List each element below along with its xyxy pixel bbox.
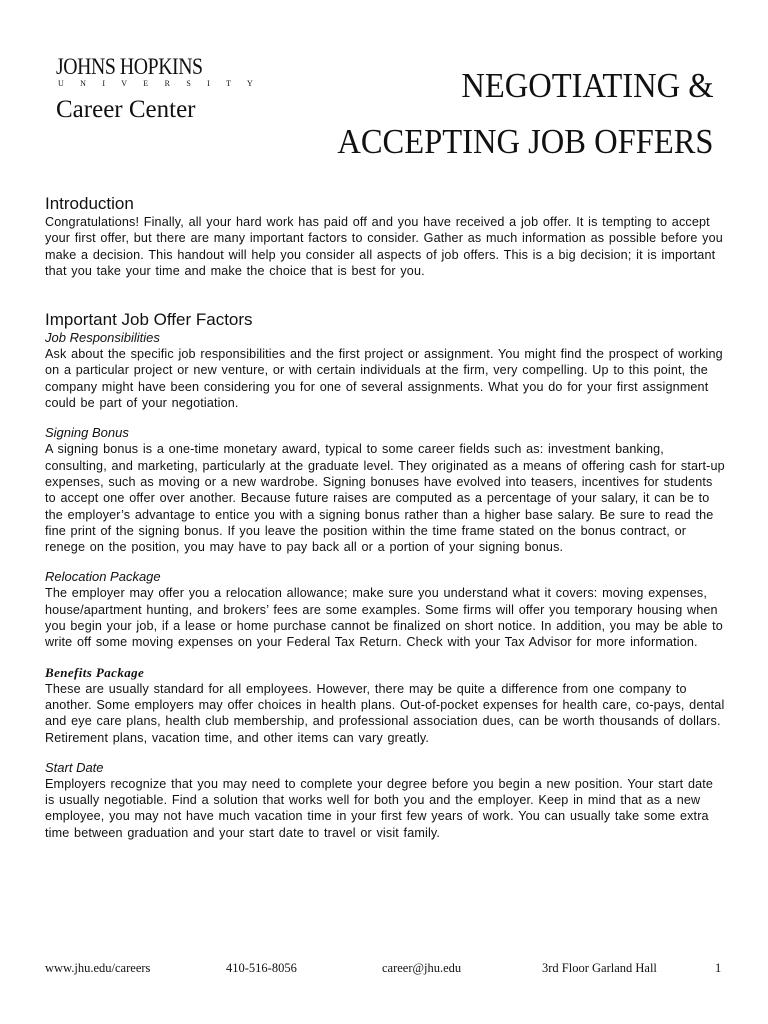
job-responsibilities-text: Ask about the specific job responsibilities and the first project or assignment. You might find the prospect of working on a particular project or new venture, or with certain individuals at the firm, very compelling. Up to this point, the company might have been considering you for one of several assignments. What you do for your first assignment could be part of your negotiation. xyxy=(45,347,723,411)
page-footer xyxy=(45,961,725,977)
signing-bonus-title: Signing Bonus xyxy=(45,425,129,441)
footer-location: 3rd Floor Garland Hall xyxy=(542,961,657,975)
factors-heading: Important Job Offer Factors xyxy=(45,310,253,330)
relocation-package-text: The employer may offer you a relocation allowance; make sure you understand what it covers: moving expenses, house/apartment hunting, and brokers’ fees are some examples. Some firms will offer you temporary housing when you begin your job, if a lease or home purchase cannot be finalized on short notice. In addition, you may be able to write off some moving expenses on your Federal Tax Return. Check with your Tax Advisor for more information. xyxy=(45,586,723,650)
section-start-date xyxy=(45,760,725,841)
introduction-heading: Introduction xyxy=(45,194,134,213)
footer-page-number: 1 xyxy=(715,961,722,975)
signing-bonus-text: A signing bonus is a one-time monetary award, typical to some career fields such as: investment banking, consulting, and marketing, particularly at the graduate level. They originated as a means of offering cash for start-up expenses, such as moving or a new wardrobe. Signing bonuses have evolved into teasers, incentives for students to accept one offer over another. Because future raises are computed as a percentage of your salary, it can be to the employer’s advantage to entice you with a signing bonus rather than a higher base salary. Be sure to read the fine print of the signing bonus. If you leave the position within the time frame stated on the bonus contract, or renege on the position, you may have to pay back all or a portion of your signing bonus. xyxy=(45,442,725,555)
title-line-1: NEGOTIATING & xyxy=(461,66,714,105)
introduction-paragraph: Congratulations! Finally, all your hard work has paid off and you have received a job offer. It is tempting to accept your first offer, but there are many important factors to consider. Gather as much information as possible before you make a decision. This handout will help you consider all aspects of job offers. This is a big decision; it is important that you take your time and make the choice that is best for you. xyxy=(45,215,723,278)
start-date-title: Start Date xyxy=(45,759,104,775)
logo-university-name: JOHNS HOPKINS xyxy=(56,54,203,79)
logo-university-subtitle: U N I V E R S I T Y xyxy=(58,79,260,88)
title-line-2: ACCEPTING JOB OFFERS xyxy=(337,122,714,161)
jhu-career-center-logo xyxy=(56,54,260,125)
start-date-text: Employers recognize that you may need to complete your degree before you begin a new position. Your start date is usually negotiable. Find a solution that works well for both you and the employer. Keep in mind that as a new employee, you may not have much vacation time in your first few years of work. You can usually take some extra time between graduation and your start date to travel or visit family. xyxy=(45,776,714,840)
logo-department-name: Career Center xyxy=(56,96,196,123)
job-responsibilities-title: Job Responsibilities xyxy=(45,330,160,346)
section-signing-bonus xyxy=(45,425,725,555)
document-title xyxy=(309,58,714,170)
benefits-package-title: Benefits Package xyxy=(45,664,145,680)
benefits-package-text: These are usually standard for all employees. However, there may be quite a difference from one company to another. Some employers may offer choices in health plans. Out-of-pocket expenses for health care, co-pays, dental and eye care plans, health club membership, and professional association dues, can be worth thousands of dollars. Retirement plans, vacation time, and other items can vary greatly. xyxy=(45,681,725,745)
footer-website-link[interactable]: www.jhu.edu/careers xyxy=(45,961,151,975)
section-benefits-package xyxy=(45,665,725,746)
section-relocation-package xyxy=(45,569,725,650)
section-job-responsibilities xyxy=(45,330,725,411)
relocation-package-title: Relocation Package xyxy=(45,569,161,585)
document-body xyxy=(45,193,725,841)
footer-phone: 410-516-8056 xyxy=(226,961,297,975)
footer-email-link[interactable]: career@jhu.edu xyxy=(382,961,462,975)
